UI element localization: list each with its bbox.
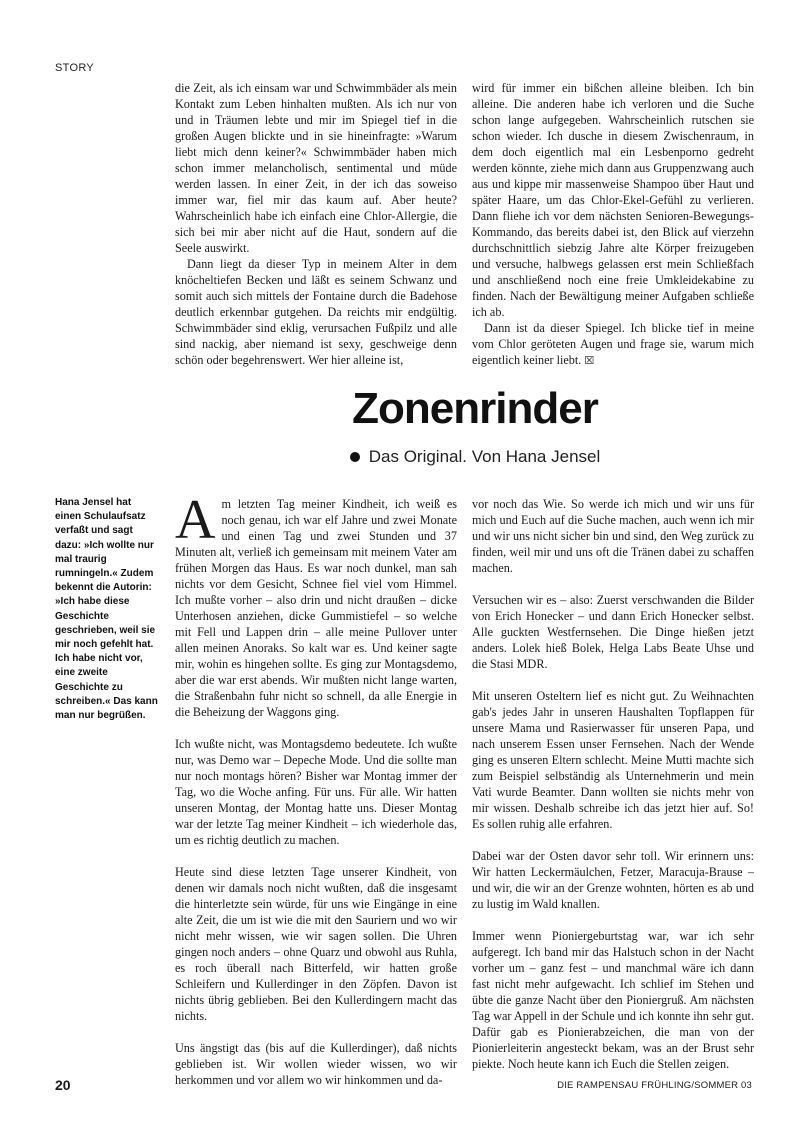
end-mark-icon: ☒ <box>584 354 595 367</box>
paragraph: Dabei war der Osten davor sehr toll. Wir erinnern uns: Wir hatten Leckermäulchen, Fetzer, Maracuja-Brause – und wir, die wir an der Grenze wohnten, hörten es ab und zu lustig im Wald knallen. <box>472 849 754 911</box>
drop-cap: A <box>175 489 216 551</box>
page-number: 20 <box>55 1077 71 1093</box>
paragraph-text: Dann ist da dieser Spiegel. Ich blicke tief in meine vom Chlor geröteten Augen und frage sie, warum mich eigentlich keiner liebt. <box>472 321 754 367</box>
article-title: Zonenrinder <box>352 384 598 433</box>
paragraph: Versuchen wir es – also: Zuerst verschwanden die Bilder von Erich Honecker – und dann Erich Honecker selbst. Alle guckten Westfernsehen. Die Dinge hießen jetzt anders. Lolek hieß Bolek, Helga Labs Beate Uhse und die Stasi MDR. <box>472 593 754 671</box>
paragraph: die Zeit, als ich einsam war und Schwimmbäder als mein Kontakt zum Leben hinhalten mußten. Als ich nur von und in Träumen lebte und mir im Spiegel tief in die großen Augen blickte und in sie hineinfragte: »Warum liebt mich denn keiner?« Schwimmbäder haben mich schon immer melancholisch, sentimental und müde werden lassen. In einer Zeit, in der ich das soweiso immer war, fiel mir das kaum auf. Aber heute? Wahrscheinlich habe ich einfach eine Chlor-Allergie, die sich bei mir aber nicht auf die Haut, sondern auf die Seele auswirkt. <box>175 81 457 255</box>
paragraph-last <box>472 320 754 369</box>
paragraph: Dann liegt da dieser Typ in meinem Alter in dem knöcheltiefen Becken und läßt es seinem Schwanz und somit auch sich mittels der Fontaine durch die Badehose deutlich erkennbar gutgehen. Da reichts mir endgültig. Schwimmbäder sind eklig, verursachen Fußpilz und alle sind nackig, aber niemand ist sexy, geschweige denn schön oder begehrenswert. Wer hier alleine ist, <box>175 257 457 367</box>
paragraph: Uns ängstigt das (bis auf die Kullerdinger), daß nichts geblieben ist. Wir wollen wieder wissen, wo wir herkommen und vor allem wo wir hinkommen und da- <box>175 1041 457 1087</box>
paragraph-text: m letzten Tag meiner Kindheit, ich weiß es noch genau, ich war elf Jahre und zwei Monate und einen Tag und zwei Stunden und 37 Minuten alt, verließ ich gemeinsam mit meinem Vater am frühen Morgen das Haus. Es war noch dunkel, man sah nichts vor dem Gesicht, Schnee fiel viel vom Himmel. Ich mußte vorher – also drin und nicht draußen – dicke Unterhosen anziehen, dicke Gummistiefel – so welche mit Fell und Lappen drin – alle meine Pullover unter allen meinen Anoraks. So kalt war es. Und keiner sagte mir, wohin es hingehen sollte. Es ging zur Montagsdemo, aber die war erst abends. Wir mußten nicht lange warten, die Straßenbahn fuhr nicht so schnell, da alle Energie in die Beheizung der Waggons ging. <box>175 497 457 719</box>
previous-story-column-2 <box>472 80 754 369</box>
paragraph: vor noch das Wie. So werde ich mich und wir uns für mich und Euch auf die Suche machen, auch wenn ich mir und wir uns nicht sicher bin und sind, den Weg zurück zu finden, weil mir und uns oft die Tränen dabei zu schaffen machen. <box>472 497 754 575</box>
article-subtitle <box>175 446 775 468</box>
issue-label: DIE RAMPENSAU FRÜHLING/SOMMER 03 <box>557 1080 752 1091</box>
previous-story-column-1 <box>175 80 457 368</box>
article-column-1 <box>175 489 457 1088</box>
subtitle-text: Das Original. Von Hana Jensel <box>368 447 601 466</box>
paragraph: wird für immer ein bißchen alleine bleiben. Ich bin alleine. Die anderen habe ich verloren und die Suche schon lange aufgegeben. Wahrscheinlich rutschen sie schon wieder. Ich dusche in diesem Zwischenraum, in dem doch eigentlich mal ein Lesbenporno gedreht werden könnte, ziehe mich dann aus Gruppenzwang auch aus und kippe mir massenweise Shampoo über Haut und später Haare, um das Chlor-Ekel-Gefühl zu verlieren. Dann fliehe ich vor dem nächsten Senioren-Bewegungs-Kommando, das bereits dabei ist, den Blick auf vierzehn durchschnittlich siebzig Jahre alte Körper freizugeben und versuche, halbwegs gelassen erst mein Schließfach und anschließend noch eine freie Umkleidekabine zu finden. Nach der Bewältigung meiner Aufgaben schließe ich ab. <box>472 81 754 319</box>
paragraph: Ich wußte nicht, was Montagsdemo bedeutete. Ich wußte nur, was Demo war – Depeche Mode. Und die sollte man nur noch montags hören? Bisher war Montag immer der Tag, wo die Woche anfing. Für uns. Für alle. Wir hatten unseren Montag, der Montag hatte uns. Dieser Montag war der letzte Tag meiner Kindheit – ich wiederhole das, um es richtig deutlich zu machen. <box>175 737 457 847</box>
paragraph-first <box>175 489 457 720</box>
article-column-2 <box>472 496 754 1072</box>
paragraph: Heute sind diese letzten Tage unserer Kindheit, von denen wir damals noch nicht wußten, daß die insgesamt die hinterletzte sein würde, für uns wie Eingänge in eine alte Zeit, die um ist wie die mit den Sauriern und wo wir nicht mehr wissen, wie wir sagen sollen. Die Uhren gingen noch anders – ohne Quarz und obwohl aus Ruhla, es roch überall nach Bitterfeld, wir hatten große Schleifern und Kullerdinger in den Zöpfen. Davon ist nichts übrig geblieben. Bei den Kullerdingern macht das nichts. <box>175 865 457 1023</box>
paragraph: Mit unseren Osteltern lief es nicht gut. Zu Weihnachten gab's jedes Jahr in unseren Haushalten Topflappen für unsere Mama und Rasierwasser für unseren Papa, und nach unserem Essen unser Fernsehen. Nach der Wende ging es unseren Eltern schlecht. Meine Mutti machte sich zum Beispiel selbständig als Unternehmerin und mein Vati wurde Beamter. Dann wollten sie nichts mehr von mir wissen. Deshalb schreibe ich das jetzt hier auf. So! Es sollen ruhig alle erfahren. <box>472 689 754 831</box>
author-sidebar: Hana Jensel hat einen Schulaufsatz verfaßt und sagt dazu: »Ich wollte nur mal traurig rumningeln.« Zudem bekennt die Autorin: »Ich habe diese Geschichte geschrieben, weil sie mir noch gefehlt hat. Ich habe nicht vor, eine zweite Geschichte zu schreiben.« Das kann man nur begrüßen. <box>55 497 158 722</box>
bullet-icon <box>350 452 360 462</box>
section-label: STORY <box>55 62 94 74</box>
paragraph: Immer wenn Pioniergeburtstag war, war ich sehr aufgeregt. Ich band mir das Halstuch schon in der Nacht vorher um – ganz fest – und manchmal wäre ich dann fast nicht mehr aufgewacht. Ich schlief im Stehen und übte die ganze Nacht über den Pioniergruß. Am nächsten Tag war Appell in der Schule und ich konnte ihn sehr gut. Dafür gab es Pionierabzeichen, die man von der Pionierleiterin angesteckt bekam, was an der Brust sehr piekte. Noch heute kann ich Euch die Stellen zeigen. <box>472 929 754 1071</box>
